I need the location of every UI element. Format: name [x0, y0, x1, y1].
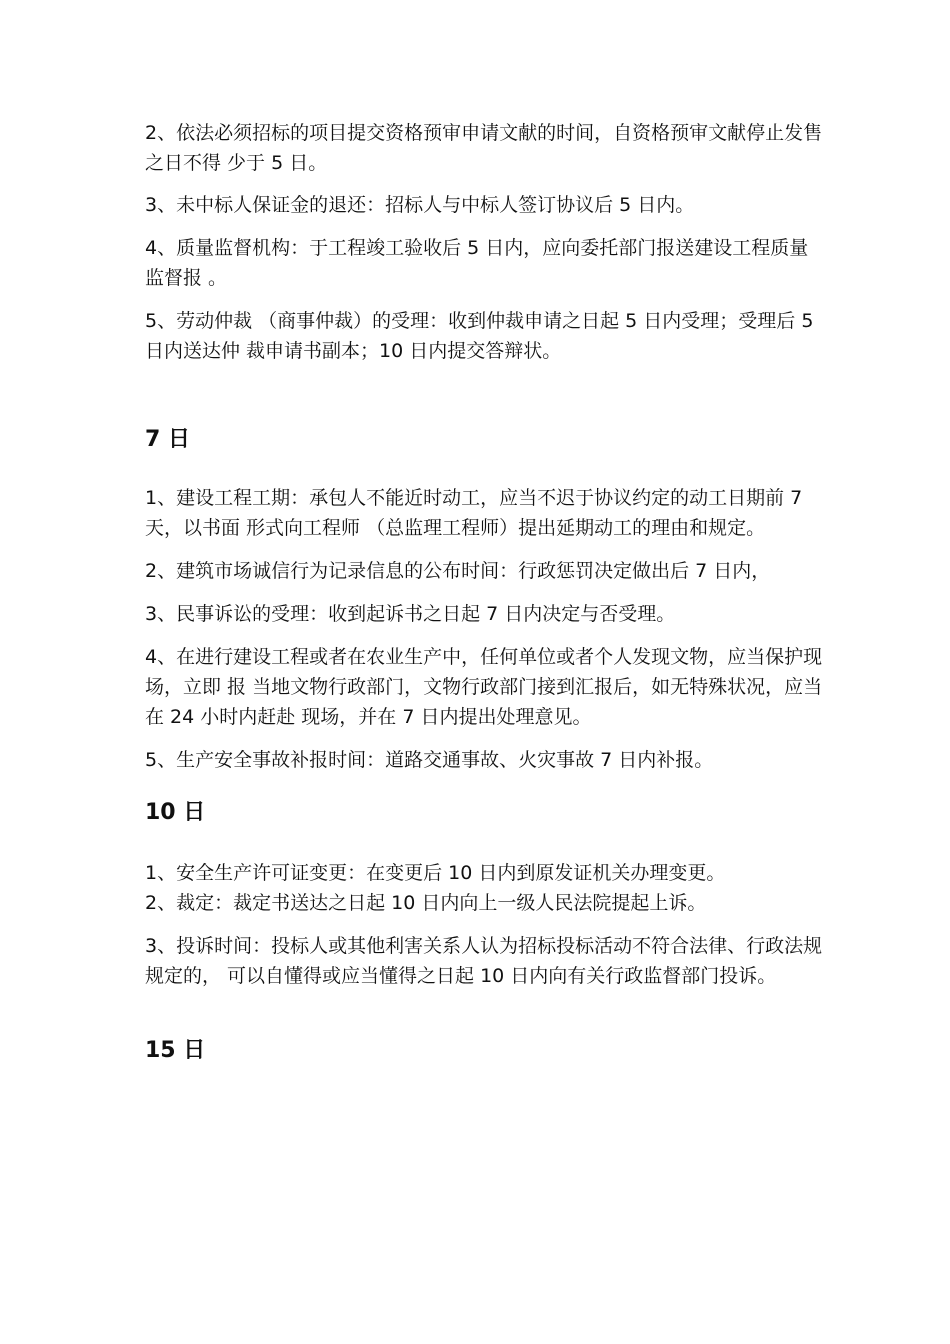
- paragraph-intro-4: 4、质量监督机构：于工程竣工验收后 5 日内，应向委托部门报送建设工程质量监督报 。: [145, 237, 809, 289]
- section-heading-15-days: 15 日: [145, 1038, 206, 1063]
- section-heading-7-days: 7 日: [145, 427, 190, 452]
- paragraph-7-days-3: 3、民事诉讼的受理：收到起诉书之日起 7 日内决定与否受理。: [145, 603, 676, 625]
- paragraph-7-days-5: 5、生产安全事故补报时间：道路交通事故、火灾事故 7 日内补报。: [145, 749, 714, 771]
- paragraph-10-days-1: 1、安全生产许可证变更：在变更后 10 日内到原发证机关办理变更。: [145, 862, 726, 884]
- paragraph-10-days-2: 2、裁定：裁定书送达之日起 10 日内向上一级人民法院提起上诉。: [145, 892, 707, 914]
- section-heading-10-days: 10 日: [145, 800, 206, 825]
- paragraph-7-days-2: 2、建筑市场诚信行为记录信息的公布时间：行政惩罚决定做出后 7 日内，: [145, 560, 771, 582]
- paragraph-intro-5: 5、劳动仲裁 （商事仲裁）的受理：收到仲裁申请之日起 5 日内受理；受理后 5 日内送达仲 裁申请书副本；10 日内提交答辩状。: [145, 310, 814, 362]
- document-page: [145, 118, 825, 1067]
- paragraph-7-days-4: 4、在进行建设工程或者在农业生产中，任何单位或者个人发现文物，应当保护现场，立即 报 当地文物行政部门，文物行政部门接到汇报后，如无特殊状况，应当在 24 小时内赶赴 现场，并在 7 日内提出处理意见。: [145, 646, 823, 728]
- paragraph-intro-3: 3、未中标人保证金的退还：招标人与中标人签订协议后 5 日内。: [145, 194, 695, 216]
- paragraph-10-days-3: 3、投诉时间：投标人或其他利害关系人认为招标投标活动不符合法律、行政法规规定的， 可以自懂得或应当懂得之日起 10 日内向有关行政监督部门投诉。: [145, 935, 823, 987]
- paragraph-intro-2: 2、依法必须招标的项目提交资格预审申请文献的时间，自资格预审文献停止发售之日不得 少于 5 日。: [145, 122, 823, 174]
- paragraph-7-days-1: 1、建设工程工期：承包人不能近时动工，应当不迟于协议约定的动工日期前 7 天，以书面 形式向工程师 （总监理工程师）提出延期动工的理由和规定。: [145, 487, 803, 539]
